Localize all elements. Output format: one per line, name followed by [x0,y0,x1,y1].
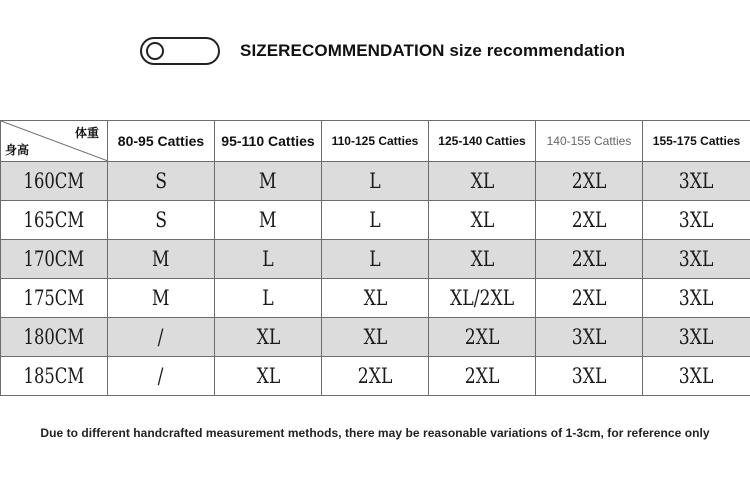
table-row [1,162,750,201]
size-cell: M [108,279,215,318]
column-header: 140-155 Catties [536,121,643,162]
column-header: 95-110 Catties [215,121,322,162]
toggle-knob [146,42,164,60]
size-cell: S [108,201,215,240]
row-height-cell: 180CM [1,318,108,357]
size-cell: 3XL [536,318,643,357]
size-cell: 3XL [643,357,750,396]
size-cell: XL [429,240,536,279]
weight-label: 体重 [74,126,99,140]
column-header: 125-140 Catties [429,121,536,162]
size-cell: 2XL [536,240,643,279]
row-height-cell: 170CM [1,240,108,279]
size-cell: M [215,162,322,201]
size-cell: L [322,162,429,201]
size-cell: XL [429,201,536,240]
size-cell: L [322,240,429,279]
size-cell: 3XL [643,318,750,357]
size-cell: M [215,201,322,240]
size-cell: XL [322,279,429,318]
size-cell: 3XL [643,162,750,201]
table-row [1,357,750,396]
size-cell: L [322,201,429,240]
table-row [1,240,750,279]
size-cell: 2XL [322,357,429,396]
size-cell: 2XL [536,201,643,240]
table-corner-cell [1,121,108,162]
size-chart-table [0,120,750,396]
column-header: 80-95 Catties [108,121,215,162]
size-cell: 3XL [643,201,750,240]
page-title: SIZERECOMMENDATION size recommendation [240,41,626,60]
toggle-switch-icon [140,37,220,65]
size-cell: M [108,240,215,279]
row-height-cell: 175CM [1,279,108,318]
size-cell: XL [215,318,322,357]
size-cell: XL [429,162,536,201]
size-cell: 2XL [429,357,536,396]
size-cell: XL/2XL [429,279,536,318]
row-height-cell: 185CM [1,357,108,396]
size-cell: 3XL [536,357,643,396]
row-height-cell: 165CM [1,201,108,240]
size-cell: / [108,318,215,357]
size-cell: L [215,279,322,318]
column-header: 155-175 Catties [643,121,750,162]
footer-note: Due to different handcrafted measurement methods, there may be reasonable variations of 1-3cm, for reference only [40,426,710,440]
table-header-row [1,121,750,162]
column-header: 110-125 Catties [322,121,429,162]
table-row [1,279,750,318]
size-cell: XL [322,318,429,357]
size-cell: 3XL [643,240,750,279]
size-cell: 3XL [643,279,750,318]
table-row [1,201,750,240]
table-row [1,318,750,357]
size-cell: S [108,162,215,201]
size-cell: XL [215,357,322,396]
size-cell: L [215,240,322,279]
size-cell: 2XL [536,162,643,201]
height-label: 身高 [5,143,30,157]
size-cell: 2XL [429,318,536,357]
header [0,0,750,100]
size-cell: / [108,357,215,396]
size-cell: 2XL [536,279,643,318]
row-height-cell: 160CM [1,162,108,201]
